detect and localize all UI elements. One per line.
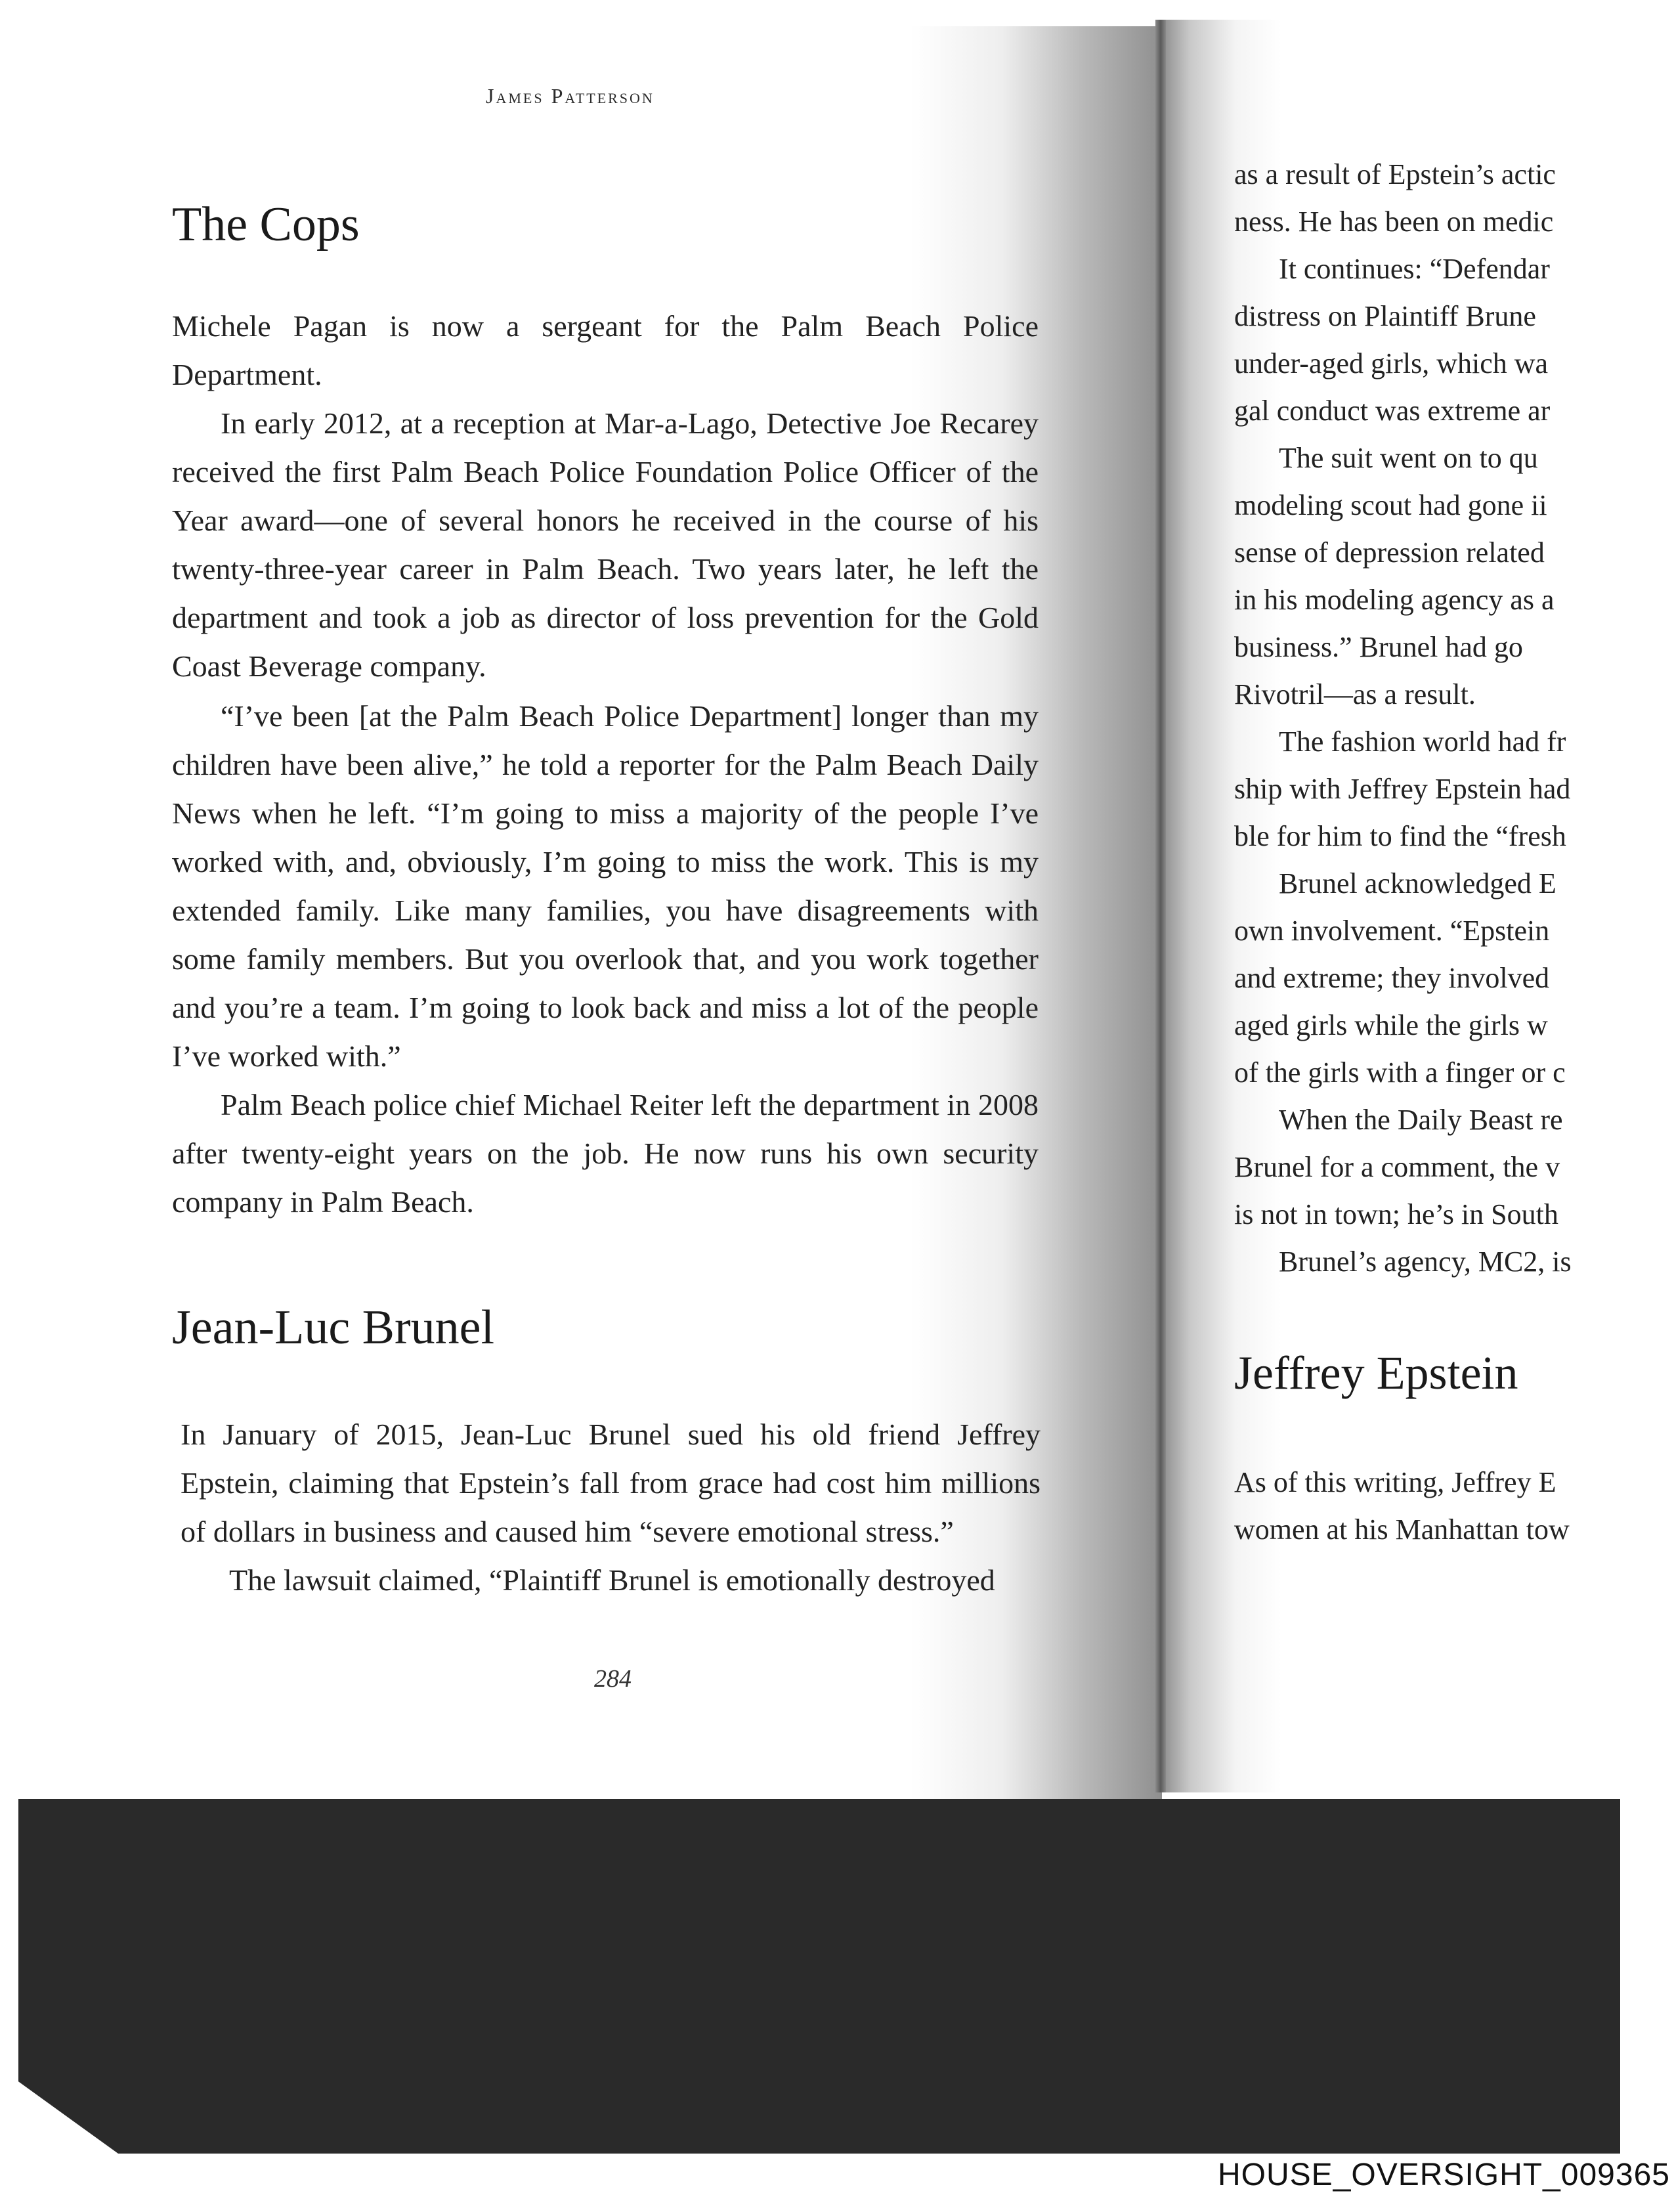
right-line: own involvement. “Epstein — [1234, 915, 1550, 947]
right-line: When the Daily Beast re — [1279, 1104, 1563, 1136]
right-line: as a result of Epstein’s actic — [1234, 158, 1556, 190]
page-number: 284 — [594, 1665, 632, 1693]
section-title-the-cops: The Cops — [172, 198, 360, 251]
right-line: ness. He has been on medic — [1234, 206, 1554, 238]
right-line: The fashion world had fr — [1279, 726, 1566, 758]
paragraph-1: Michele Pagan is now a sergeant for the Palm Beach Police Department. — [172, 309, 1039, 391]
right-line: in his modeling agency as a — [1234, 584, 1555, 616]
paragraph-6: The lawsuit claimed, “Plaintiff Brunel is emotionally destroyed — [229, 1563, 995, 1597]
right-line: The suit went on to qu — [1279, 442, 1538, 474]
right-line: gal conduct was extreme ar — [1234, 395, 1551, 427]
right-line: and extreme; they involved — [1234, 962, 1550, 994]
book-gutter — [1155, 20, 1166, 1792]
section-title-jean-luc-brunel: Jean-Luc Brunel — [172, 1301, 495, 1355]
bates-stamp: HOUSE_OVERSIGHT_009365 — [1218, 2158, 1670, 2192]
right-line: ble for him to find the “fresh — [1234, 820, 1566, 852]
right-line: sense of depression related — [1234, 536, 1545, 569]
right-line: business.” Brunel had go — [1234, 631, 1523, 663]
right-line: Brunel for a comment, the v — [1234, 1151, 1560, 1183]
right-line: aged girls while the girls w — [1234, 1009, 1548, 1041]
page-corner — [0, 2068, 118, 2154]
paragraph-4: Palm Beach police chief Michael Reiter left the department in 2008 after twenty-eight years on the job. He now runs his own security company in Palm Beach. — [172, 1088, 1039, 1219]
paragraph-2: In early 2012, at a reception at Mar-a-Lago, Detective Joe Recarey received the first Palm Beach Police Foundation Police Officer of the Year award—one of several honors he received in the course of his twenty-three-year career in Palm Beach. Two years later, he left the department and took a job as director of loss prevention for the Gold Coast Beverage company. — [172, 406, 1039, 683]
right-line: of the girls with a finger or c — [1234, 1056, 1566, 1089]
scanner-background — [18, 1799, 1620, 2154]
right-line: distress on Plaintiff Brune — [1234, 300, 1536, 332]
right-line: Rivotril—as a result. — [1234, 678, 1476, 710]
section-title-jeffrey-epstein: Jeffrey Epstein — [1234, 1347, 1518, 1399]
paragraph-5: In January of 2015, Jean-Luc Brunel sued his old friend Jeffrey Epstein, claiming that Epstein’s fall from grace had cost him millions of dollars in business and caused him “severe emotional stress.” — [181, 1418, 1041, 1548]
right-page-text — [1234, 158, 1615, 1635]
right-line: is not in town; he’s in South — [1234, 1198, 1558, 1230]
right-line: women at his Manhattan tow — [1234, 1513, 1570, 1546]
right-line: modeling scout had gone ii — [1234, 489, 1547, 521]
right-line: ship with Jeffrey Epstein had — [1234, 773, 1571, 805]
paragraph-3: “I’ve been [at the Palm Beach Police Department] longer than my children have been alive,” he told a reporter for the Palm Beach Daily News when he left. “I’m going to miss a majority of the people I’ve worked with, and, obviously, I’m going to miss the work. This is my extended family. Like many families, you have disagreements with some family members. But you overlook that, and you work together and you’re a team. I’m going to look back and miss a lot of the people I’ve worked with.” — [172, 699, 1039, 1073]
right-line: It continues: “Defendar — [1279, 253, 1550, 285]
right-line: under-aged girls, which wa — [1234, 347, 1549, 380]
running-head: James Patterson — [486, 84, 655, 108]
right-line: Brunel acknowledged E — [1279, 867, 1556, 900]
right-line: As of this writing, Jeffrey E — [1234, 1466, 1556, 1498]
right-line: Brunel’s agency, MC2, is — [1279, 1246, 1572, 1278]
